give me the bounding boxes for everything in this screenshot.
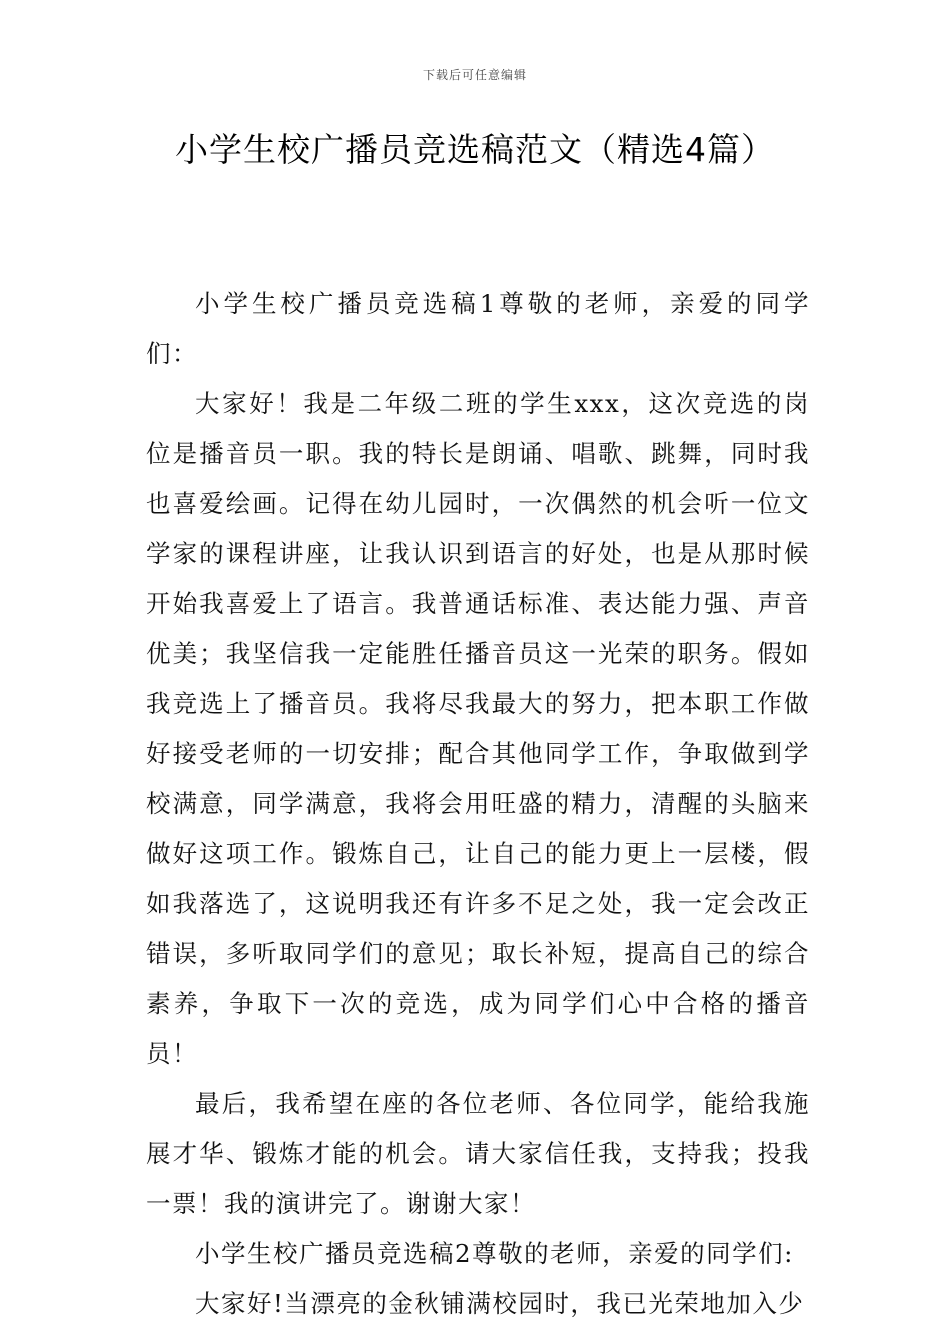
paragraph-speech-2-body: 大家好!当漂亮的金秋铺满校园时，我已光荣地加入少 — [195, 1289, 805, 1318]
paragraph-speech-2-heading: 小学生校广播员竞选稿2尊敬的老师，亲爱的同学们: — [195, 1239, 794, 1268]
header-note: 下载后可任意编辑 — [422, 68, 527, 82]
paragraph-speech-1-closing: 最后，我希望在座的各位老师、各位同学，能给我施展才华、锻炼才能的机会。请大家信任我，支持我；投我一票！我的演讲完了。谢谢大家！ — [146, 1089, 810, 1218]
paragraph-speech-1-heading: 小学生校广播员竞选稿1尊敬的老师，亲爱的同学们： — [146, 289, 810, 368]
paragraph-speech-1-body: 大家好！我是二年级二班的学生xxx，这次竞选的岗位是播音员一职。我的特长是朗诵、唱歌、跳舞，同时我也喜爱绘画。记得在幼儿园时，一次偶然的机会听一位文学家的课程讲座，让我认识到语言的好处，也是从那时候开始我喜爱上了语言。我普通话标准、表达能力强、声音优美；我坚信我一定能胜任播音员这一光荣的职务。假如我竞选上了播音员。我将尽我最大的努力，把本职工作做好接受老师的一切安排；配合其他同学工作，争取做到学校满意，同学满意，我将会用旺盛的精力，清醒的头脑来做好这项工作。锻炼自己，让自己的能力更上一层楼，假如我落选了，这说明我还有许多不足之处，我一定会改正错误，多听取同学们的意见；取长补短，提高自己的综合素养，争取下一次的竞选，成为同学们心中合格的播音员！ — [146, 389, 810, 1068]
document-body — [146, 279, 810, 1329]
document-title: 小学生校广播员竞选稿范文（精选4篇） — [175, 130, 775, 169]
